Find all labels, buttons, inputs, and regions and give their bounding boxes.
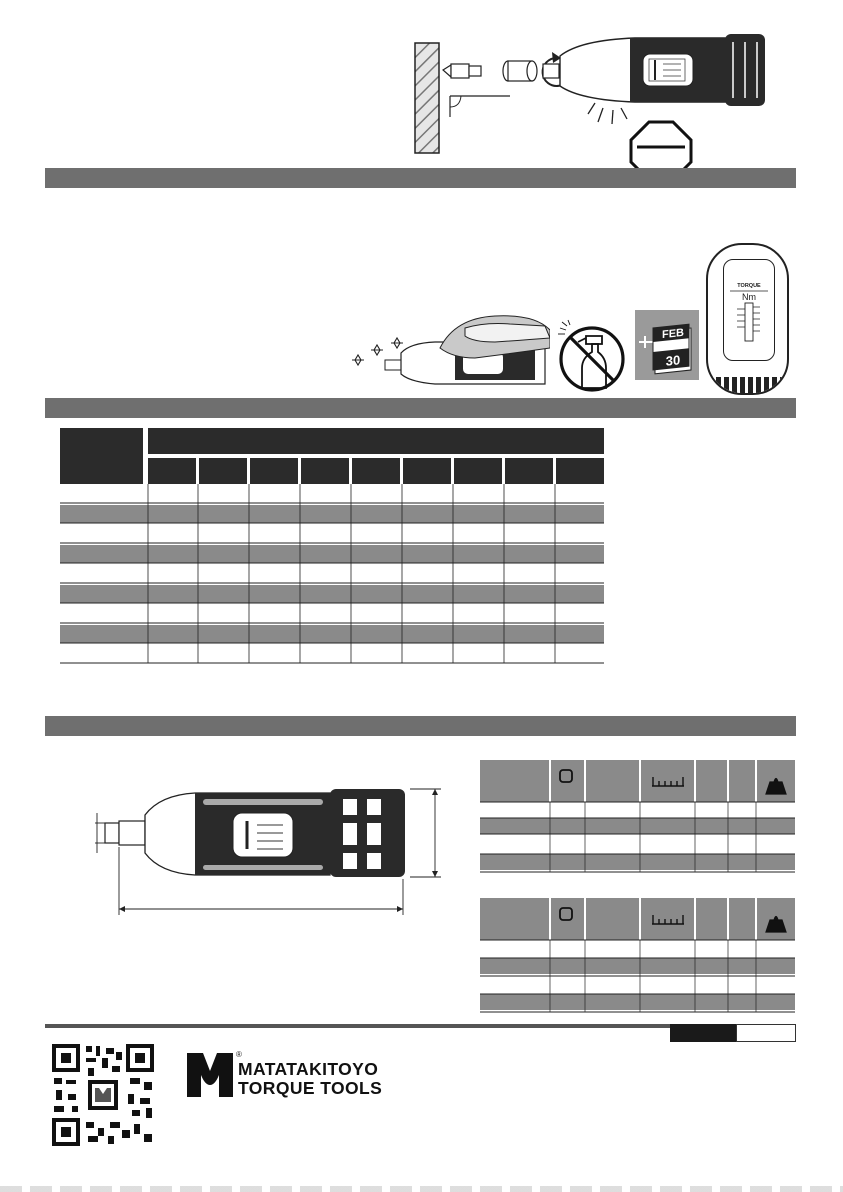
footer-divider xyxy=(45,1024,670,1028)
wrench-icon xyxy=(639,336,653,348)
spec-table-1 xyxy=(480,760,795,874)
brand-line-2: TORQUE TOOLS xyxy=(238,1078,383,1098)
footer-tab-light xyxy=(736,1024,796,1042)
bottom-strip xyxy=(0,1186,843,1192)
registered-mark: ® xyxy=(236,1050,242,1059)
calendar-day: 30 xyxy=(665,352,681,369)
qr-code xyxy=(52,1044,154,1146)
calendar-tile xyxy=(635,310,699,380)
no-spray-icon xyxy=(552,316,630,394)
conversion-table xyxy=(60,428,605,664)
spec-table-2 xyxy=(480,898,795,1014)
usage-illustration xyxy=(405,10,785,182)
dimension-drawing xyxy=(85,785,445,920)
section-bar-storage xyxy=(45,168,796,188)
calendar-month: FEB xyxy=(662,326,684,342)
brand-line-1: MATATAKITOYO xyxy=(238,1059,379,1079)
wall-hatch xyxy=(415,43,439,153)
torque-gauge-window xyxy=(706,243,789,395)
gauge-title: TORQUE xyxy=(737,283,761,289)
footer-tab-dark xyxy=(670,1024,736,1042)
section-bar-dimensions xyxy=(45,716,796,736)
brand-logo-icon xyxy=(187,1053,233,1097)
brand-name xyxy=(238,1060,382,1098)
cleaning-illustration xyxy=(345,308,550,388)
section-bar-specifications xyxy=(45,398,796,418)
gauge-unit: Nm xyxy=(742,292,756,302)
